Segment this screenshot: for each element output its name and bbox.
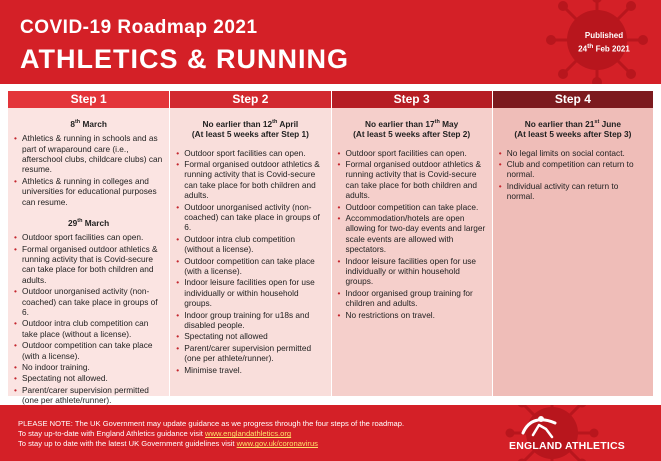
list-item: • Outdoor competition can take place. [338, 202, 486, 212]
footer-line-3: To stay up to date with the latest UK Government guidelines visit www.gov.uk/coronavirus [18, 439, 318, 449]
list-item: • Individual activity can return to normal. [499, 181, 647, 202]
list-item: • Athletics & running in colleges and universities for educational purposes can resume. [14, 176, 163, 207]
step-2-header: Step 2 [170, 91, 330, 108]
list-item: • Outdoor intra club competition can take place (without a license). [14, 318, 163, 339]
step-2-subtitle: (At least 5 weeks after Step 1) [191, 129, 309, 140]
header-banner [0, 0, 661, 84]
list-item: • Club and competition can return to normal. [499, 159, 647, 180]
published-badge [561, 30, 647, 55]
list-item: • Formal organised outdoor athletics & running activity that is Covid-secure can take place for both children and adults. [338, 159, 486, 201]
list-item: • Accommodation/hotels are open allowing for two-day events and larger scale events are allowed with spectators. [338, 213, 486, 255]
list-item: • Spectating not allowed [176, 331, 324, 341]
step-1-body [8, 108, 169, 406]
list-item: • No legal limits on social contact. [499, 148, 647, 158]
list-item: • Outdoor sport facilities can open. [14, 232, 163, 242]
step-1-date-2: 29th March [68, 217, 110, 228]
published-date: 24th Feb 2021 [578, 43, 630, 54]
step-3-date: No earlier than 17th May [364, 118, 459, 129]
step-2-date: No earlier than 12th April [202, 118, 299, 129]
england-athletics-link[interactable]: www.englandathletics.org [205, 429, 292, 439]
title-small: COVID-19 Roadmap 2021 [20, 17, 258, 38]
step-4-body [493, 108, 653, 396]
step-3-body [332, 108, 492, 396]
list-item: • Athletics & running in schools and as part of wraparound care (i.e., afterschool clubs, childcare clubs) can resume. [14, 133, 163, 175]
step-4-subtitle: (At least 5 weeks after Step 3) [514, 129, 632, 140]
list-item: • Outdoor sport facilities can open. [176, 148, 324, 158]
list-item: • Outdoor sport facilities can open. [338, 148, 486, 158]
roadmap-grid [8, 91, 653, 406]
list-item: • Outdoor unorganised activity (non-coached) can take place in groups of 6. [14, 286, 163, 317]
step-3-list [338, 148, 486, 321]
list-item: • Outdoor intra club competition (without a license). [176, 234, 324, 255]
step-1-list-2 [14, 232, 163, 417]
step-1-date-1: 8th March [70, 118, 107, 129]
step-2-list [176, 148, 324, 376]
step-3-column [331, 91, 492, 396]
step-2-body [170, 108, 330, 396]
published-label: Published [584, 31, 624, 40]
step-4-date: No earlier than 21st June [524, 118, 621, 129]
list-item: • Parent/carer supervision permitted (one per athlete/runner). [14, 385, 163, 406]
step-1-column [8, 91, 169, 406]
step-4-list [499, 148, 647, 202]
step-4-column [492, 91, 653, 396]
step-3-subtitle: (At least 5 weeks after Step 2) [353, 129, 471, 140]
england-athletics-logo-icon [519, 413, 559, 439]
step-4-header: Step 4 [493, 91, 653, 108]
title-large: ATHLETICS & RUNNING [20, 44, 349, 74]
list-item: • Indoor leisure facilities open for use individually or within household groups. [338, 256, 486, 287]
list-item: • Formal organised outdoor athletics & running activity that is Covid-secure can take place for both children and adults. [176, 159, 324, 201]
step-3-header: Step 3 [332, 91, 492, 108]
list-item: • Outdoor competition can take place (with a license). [14, 340, 163, 361]
list-item: • Indoor group training for u18s and disabled people. [176, 310, 324, 331]
list-item: • No restrictions on travel. [338, 310, 486, 320]
step-1-list-1 [14, 133, 163, 207]
footer-text [18, 419, 404, 450]
footer-line-2: To stay up-to-date with England Athletics guidance visit www.englandathletics.org [18, 429, 292, 439]
list-item: • Indoor organised group training for children and adults. [338, 288, 486, 309]
list-item: • Formal organised outdoor athletics & running activity that is Covid-secure can take place for both children and adults. [14, 244, 163, 286]
list-item: • Spectating not allowed. [14, 373, 163, 383]
gov-uk-link[interactable]: www.gov.uk/coronavirus [236, 439, 318, 449]
england-athletics-logo-text: ENGLAND ATHLETICS [509, 440, 625, 452]
footer-banner [0, 405, 661, 461]
list-item: • Parent/carer supervision permitted (one per athlete/runner). [176, 343, 324, 364]
step-1-header: Step 1 [8, 91, 169, 108]
footer-note: PLEASE NOTE: The UK Government may update guidance as we progress through the four steps of the roadmap. [18, 419, 405, 428]
list-item: • Outdoor unorganised activity (non-coached) can take place in groups of 6. [176, 202, 324, 233]
list-item: • No indoor training. [14, 362, 163, 372]
list-item: • Indoor leisure facilities open for use individually or within household groups. [176, 277, 324, 308]
list-item: • Outdoor competition can take place (with a license). [176, 256, 324, 277]
step-2-column [169, 91, 330, 396]
list-item: • Minimise travel. [176, 365, 324, 375]
